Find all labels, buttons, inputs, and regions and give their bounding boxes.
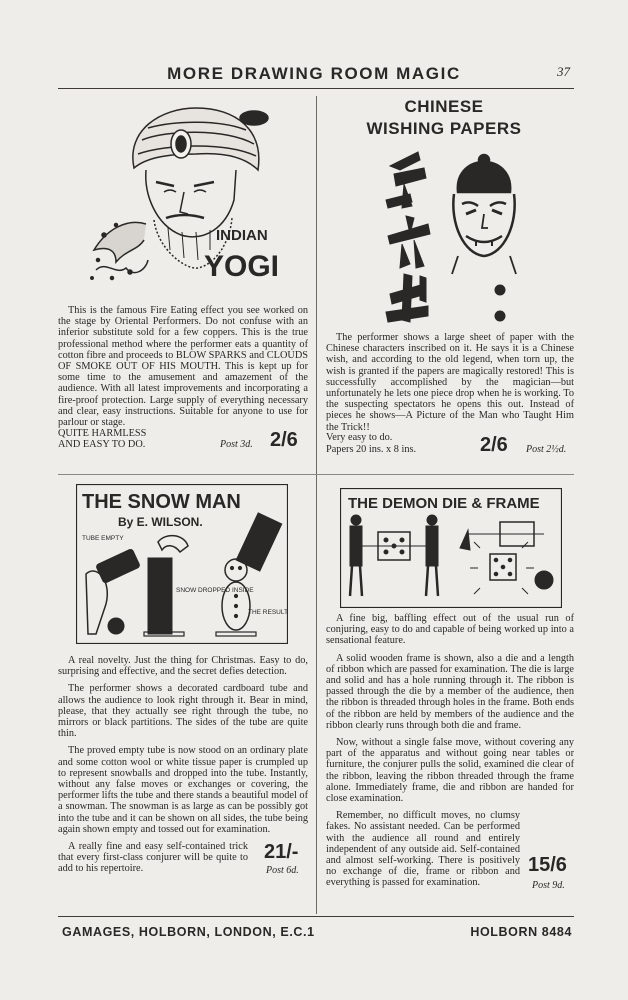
chinese-wishing-papers-illustration — [380, 144, 540, 334]
snow-man-paragraph-1: A real novelty. Just the thing for Christmas. Easy to do, surprising and effective, and the secret defies detection. — [58, 655, 308, 678]
page-number: 37 — [557, 64, 570, 79]
chinese-postage: Post 2½d. — [526, 443, 567, 455]
demon-die-paragraph-4: Remember, no difficult moves, no clumsy fakes. No assistant needed. Can be performed with the audience all round and entirely independent of any outside aid. Self-contained and almost self-working. There is positively no exchange of die, frame or ribbon and everything is passed for examination. — [326, 810, 520, 889]
indian-yogi-postage: Post 3d. — [220, 439, 253, 451]
demon-die-paragraph-1: A fine big, baffling effect out of the usual run of conjuring, easy to do and capable of being worked up into a sensational feature. — [326, 613, 574, 647]
chinese-wishing-papers-section — [326, 332, 574, 457]
art-label-tube: TUBE EMPTY — [82, 535, 124, 542]
indian-yogi-closing-2: AND EASY TO DO. — [58, 439, 146, 451]
demon-die-section — [326, 613, 574, 895]
chinese-wishing-papers-title — [336, 96, 552, 140]
snow-man-paragraph-2: The performer shows a decorated cardboard tube and allows the audience to look right through it. Bear in mind, please, that they actually see right through the tube, no mirrors or black partitions. The sides of the tube are quite thin. — [58, 683, 308, 740]
demon-die-paragraph-3: Now, without a single false move, without covering any part of the apparatus and without going near tables or furniture, the conjurer pulls the solid, examined die clear of the ribbon, leaving the ribbon threaded through the frame alone. Immediately frame, die and ribbon are handed for close examination. — [326, 737, 574, 805]
snow-man-illustration — [76, 484, 288, 644]
chinese-price: 2/6 — [480, 433, 508, 456]
art-label-snow: SNOW DROPPED INSIDE — [176, 587, 254, 594]
indian-yogi-illustration — [86, 100, 282, 290]
snow-man-section — [58, 655, 308, 881]
section-rule — [58, 474, 574, 475]
demon-die-illustration — [340, 488, 562, 608]
footer-address: GAMAGES, HOLBORN, LONDON, E.C.1 — [62, 925, 315, 939]
demon-die-price-block — [326, 810, 574, 891]
snow-man-postage: Post 6d. — [266, 865, 299, 877]
art-label-result: THE RESULT — [248, 609, 288, 616]
indian-yogi-price: 2/6 — [270, 429, 298, 452]
title-line-2: WISHING PAPERS — [366, 119, 522, 138]
demon-die-paragraph-2: A solid wooden frame is shown, also a die and a length of ribbon which are passed for examination. The die is large and solid and has a hole running through it. The ribbon is passed through the die by a member of the audience, then the ribbon is threaded through holes in the frame. Both ends of the ribbon are held by members of the audience and the ribbon clearly runs through both die and frame. — [326, 652, 574, 731]
footer-rule — [58, 916, 574, 917]
indian-yogi-closing-1: QUITE HARMLESS — [58, 427, 147, 439]
art-word-yogi: YOGI — [204, 250, 280, 283]
snow-man-closing: A really fine and easy self-contained trick that every first-class conjurer will be quite to add to his repertoire. — [58, 841, 248, 875]
chinese-closing-2: Papers 20 ins. x 8 ins. — [326, 443, 417, 455]
header-rule — [58, 88, 574, 89]
demon-die-price: 15/6 — [528, 853, 567, 876]
snow-man-price: 21/- — [264, 841, 299, 864]
chinese-wishing-papers-description: The performer shows a large sheet of paper with the Chinese characters inscribed on it. He says it is a Chinese wish, and according to the old legend, when torn up, the wish is granted if the papers are magically restored! This is successfully accomplished by the magician—but unfortunately he lets one piece drop when he is working. To the suspecting spectators he opens this out. Instead of pieces he shows—A Picture of the Man who Taught Him the Trick!! — [326, 332, 574, 433]
art-byline: By E. WILSON. — [118, 515, 203, 529]
art-word-indian: INDIAN — [216, 227, 268, 244]
footer-phone: HOLBORN 8484 — [470, 925, 572, 939]
art-title: THE SNOW MAN — [82, 491, 241, 513]
indian-yogi-section — [58, 305, 308, 452]
indian-yogi-price-line — [58, 428, 308, 452]
indian-yogi-description: This is the famous Fire Eating effect you see worked on the stage by Oriental Performers. Do not confuse with an inferior substitute sold for a few coppers. This is the true professional method where the performer eats a quantity of cotton fibre and proceeds to BLOW SPARKS and CLOUDS OF SMOKE OUT OF HIS MOUTH. This is kept up for some time to the amusement and amazement of the audience. With all latest improvements and incorporating a fire-proof protection. Large supply of everything necessary and clear, easy instructions. Suitable for anyone to use for parlour or stage. — [58, 305, 308, 429]
chinese-closing-1: Very easy to do. — [326, 432, 393, 444]
column-divider — [316, 96, 317, 914]
demon-die-postage: Post 9d. — [532, 879, 565, 891]
snow-man-price-block — [58, 841, 308, 875]
snow-man-paragraph-3: The proved empty tube is now stood on an ordinary plate and some cotton wool or white tissue paper is crumpled up to represent snowballs and dropped into the tube. Instantly, without any false moves or exchanges or covering, the performer lifts the tube and there stands a beautiful model of a snowman. The snowman is as large as can be possibly got into the tube and it can be shown on all sides, the tube being again shown empty and tossed out for examination. — [58, 745, 308, 835]
art-title: THE DEMON DIE & FRAME — [348, 495, 540, 512]
page-title: MORE DRAWING ROOM MAGIC — [167, 64, 461, 83]
chinese-wishing-papers-price-line — [326, 433, 574, 457]
title-line-1: CHINESE — [404, 97, 484, 116]
